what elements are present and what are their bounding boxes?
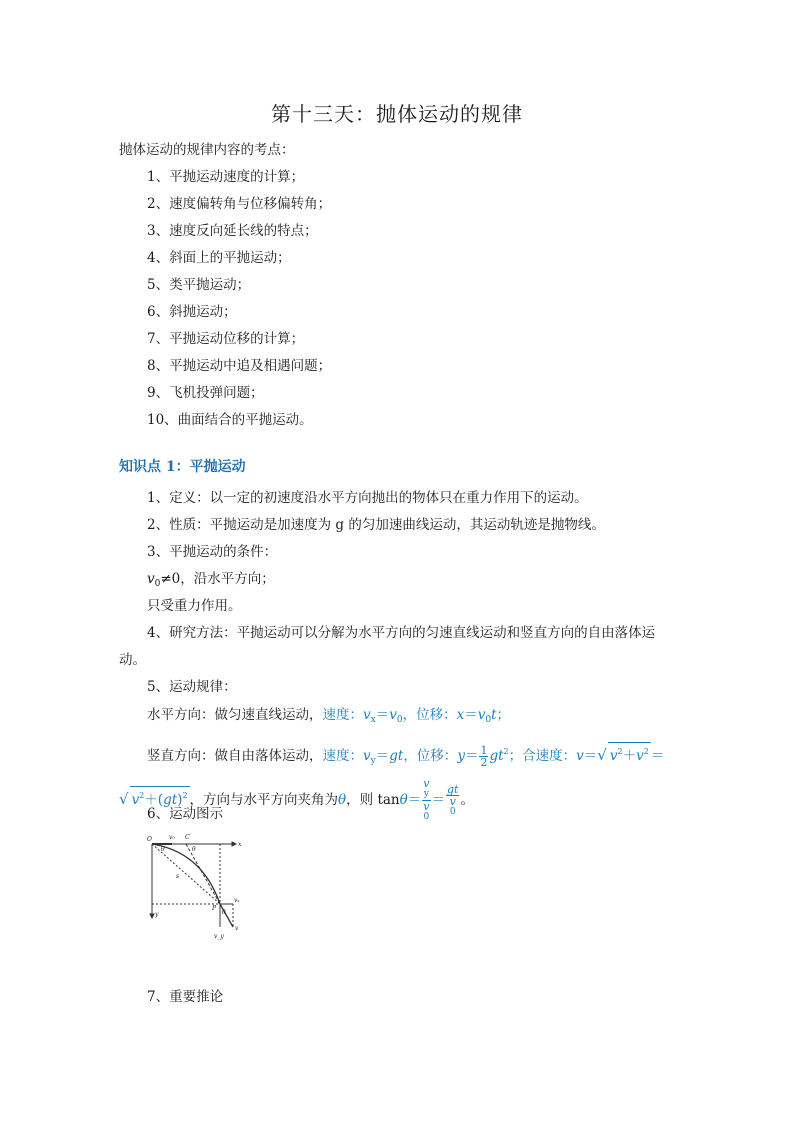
- condition-text: 3、平抛运动的条件：: [147, 544, 278, 560]
- law-text: 5、运动规律：: [147, 679, 237, 695]
- method-text-2: 动。: [119, 652, 146, 668]
- p-label: P: [212, 905, 217, 912]
- section-heading: 知识点 1：平抛运动: [119, 459, 246, 475]
- x-axis-arrow: [232, 842, 236, 846]
- tangent-reverse-line: [186, 844, 220, 904]
- vy-label: v_y: [214, 933, 224, 940]
- topic-item: 1、平抛运动速度的计算；: [147, 169, 305, 185]
- c-label: C: [185, 834, 190, 841]
- origin-label: O: [147, 836, 152, 843]
- displacement-line: [152, 844, 220, 904]
- alpha-label: θ: [222, 909, 226, 916]
- s-label: s: [176, 873, 180, 880]
- topic-item: 6、斜抛运动；: [147, 304, 237, 320]
- topic-item: 7、平抛运动位移的计算；: [147, 331, 305, 347]
- condition-1: $v_0\ne 0$，沿水平方向；: [147, 571, 275, 589]
- topic-item: 8、平抛运动中追及相遇问题；: [147, 358, 332, 374]
- horizontal-law: 水平方向：做匀速直线运动，速度：$v_x=v_0$，位移：$x=v_0t$；: [147, 707, 511, 725]
- y-axis-label: y: [155, 911, 159, 918]
- v-label: v: [235, 925, 239, 932]
- definition-text: 1、定义：以一定的初速度沿水平方向抛出的物体只在重力作用下的运动。: [147, 490, 588, 506]
- intro-text: 抛体运动的规律内容的考点：: [119, 142, 295, 158]
- page-title: 第十三天：抛体运动的规律: [271, 102, 523, 126]
- property-text: 2、性质：平抛运动是加速度为 g 的匀加速曲线运动，其运动轨迹是抛物线。: [147, 517, 605, 533]
- topic-item: 10、曲面结合的平抛运动。: [147, 412, 313, 428]
- theta-label: θ: [192, 846, 196, 853]
- vertical-law: 竖直方向：做自由落体运动，速度：$v_y=gt$，位移：y＝ $\frac{1}{2}$ $gt^2$；合速度：v＝√ $v^2+v^2$ ＝: [147, 744, 665, 769]
- topic-item: 4、斜面上的平抛运动；: [147, 250, 291, 266]
- theta-label: θ: [161, 846, 165, 853]
- vx-label: vₓ: [234, 897, 240, 904]
- topic-item: 5、类平抛运动；: [147, 277, 251, 293]
- projectile-motion-diagram: [140, 828, 250, 950]
- figure-label: 6、运动图示: [147, 806, 224, 822]
- inference-text: 7、重要推论: [147, 989, 224, 1005]
- topic-item: 3、速度反向延长线的特点；: [147, 223, 318, 239]
- condition-2: 只受重力作用。: [147, 598, 242, 614]
- y-axis-arrow: [150, 914, 154, 918]
- x-axis-label: x: [238, 841, 242, 848]
- v0-label: v₀: [169, 834, 175, 841]
- topic-item: 9、飞机投弹问题；: [147, 385, 264, 401]
- method-text-1: 4、研究方法：平抛运动可以分解为水平方向的匀速直线运动和竖直方向的自由落体运: [147, 625, 656, 641]
- vertical-law-cont: √ $v^2+(gt)^2$ ，方向与水平方向夹角为θ，则 tanθ＝ v y v 0 ＝ gt v 0 。: [119, 777, 474, 822]
- topic-item: 2、速度偏转角与位移偏转角；: [147, 196, 332, 212]
